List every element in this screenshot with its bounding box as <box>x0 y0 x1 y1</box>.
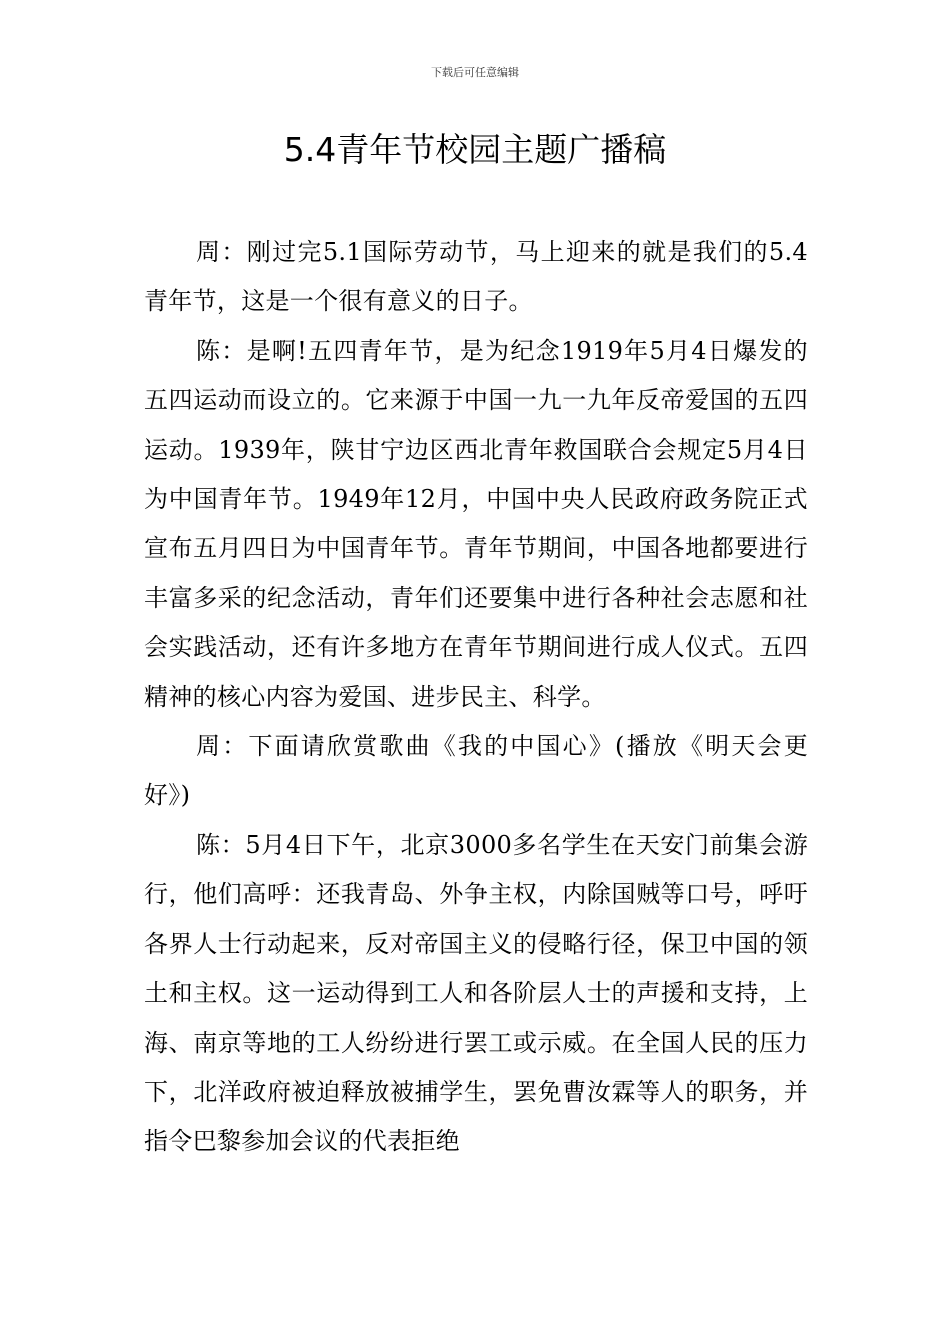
page-header-note: 下载后可任意编辑 <box>431 66 519 79</box>
paragraph: 周：下面请欣赏歌曲《我的中国心》(播放《明天会更好》) <box>144 732 808 810</box>
paragraph: 周：刚过完5.1国际劳动节，马上迎来的就是我们的5.4青年节，这是一个很有意义的日子。 <box>144 238 808 316</box>
document-title: 5.4青年节校园主题广播稿 <box>283 130 667 169</box>
paragraph: 陈：是啊!五四青年节，是为纪念1919年5月4日爆发的五四运动而设立的。它来源于中国一九一九年反帝爱国的五四运动。1939年，陕甘宁边区西北青年救国联合会规定5月4日为中国青年节。1949年12月，中国中央人民政府政务院正式宣布五月四日为中国青年节。青年节期间，中国各地都要进行丰富多采的纪念活动，青年们还要集中进行各种社会志愿和社会实践活动，还有许多地方在青年节期间进行成人仪式。五四精神的核心内容为爱国、进步民主、科学。 <box>144 336 808 711</box>
paragraph: 陈：5月4日下午，北京3000多名学生在天安门前集会游行，他们高呼：还我青岛、外争主权，内除国贼等口号，呼吁各界人士行动起来，反对帝国主义的侵略行径，保卫中国的领土和主权。这一运动得到工人和各阶层人士的声援和支持，上海、南京等地的工人纷纷进行罢工或示威。在全国人民的压力下，北洋政府被迫释放被捕学生，罢免曹汝霖等人的职务，并指令巴黎参加会议的代表拒绝 <box>144 830 808 1156</box>
document-body <box>144 228 808 1167</box>
